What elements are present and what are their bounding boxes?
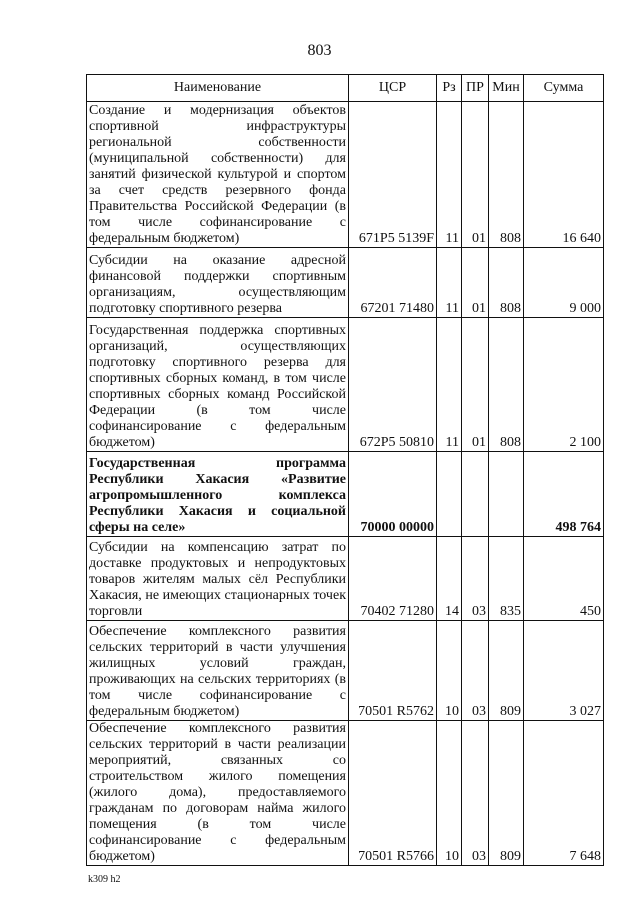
row-sum: 450: [524, 537, 604, 621]
table-body: [87, 102, 604, 866]
row-name: Обеспечение комплексного развития сельских территорий в части улучшения жилищных условий граждан, проживающих на сельских территориях (в том числе софинансирование с федеральным бюджетом): [87, 621, 349, 721]
row-min: 808: [489, 248, 524, 318]
row-pr: 03: [462, 537, 489, 621]
column-header-sum: Сумма: [524, 75, 604, 102]
row-name: Субсидии на оказание адресной финансовой поддержки спортивным организациям, осуществляющим подготовку спортивного резерва: [87, 248, 349, 318]
row-rz: 10: [437, 621, 462, 721]
table-row: [87, 102, 604, 248]
column-header-rz: Рз: [437, 75, 462, 102]
row-rz: 10: [437, 721, 462, 866]
row-name: Субсидии на компенсацию затрат по доставке продуктовых и непродуктовых товаров жителям малых сёл Республики Хакасия, не имеющих стационарных точек торговли: [87, 537, 349, 621]
row-csr: 70402 71280: [349, 537, 437, 621]
column-header-name: Наименование: [87, 75, 349, 102]
row-csr: 70000 00000: [349, 452, 437, 537]
row-min: 808: [489, 318, 524, 452]
row-sum: 7 648: [524, 721, 604, 866]
row-min: 835: [489, 537, 524, 621]
table-row: [87, 537, 604, 621]
footer-code: k309 h2: [88, 874, 121, 885]
row-rz: 11: [437, 248, 462, 318]
row-pr: 01: [462, 318, 489, 452]
row-name: Обеспечение комплексного развития сельских территорий в части реализации мероприятий, связанных со строительством жилого помещения (жилого дома), предоставляемого гражданам по договорам найма жилого помещения (в том числе софинансирование с федеральным бюджетом): [87, 721, 349, 866]
row-csr: 70501 R5766: [349, 721, 437, 866]
budget-table: [86, 74, 604, 866]
row-sum: 9 000: [524, 248, 604, 318]
row-name: Государственная программа Республики Хакасия «Развитие агропромышленного комплекса Республики Хакасия и социальной сферы на селе»: [87, 452, 349, 537]
row-sum: 2 100: [524, 318, 604, 452]
row-csr: 67201 71480: [349, 248, 437, 318]
row-pr: 01: [462, 102, 489, 248]
table-row: [87, 318, 604, 452]
row-pr: 01: [462, 248, 489, 318]
row-min: 809: [489, 721, 524, 866]
row-rz: 11: [437, 318, 462, 452]
row-csr: 671P5 5139F: [349, 102, 437, 248]
row-name: Создание и модернизация объектов спортивной инфраструктуры региональной собственности (муниципальной собственности) для занятий физической культурой и спортом за счет средств резервного фонда Правительства Российской Федерации (в том числе софинансирование с федеральным бюджетом): [87, 102, 349, 248]
row-rz: [437, 452, 462, 537]
row-sum: 498 764: [524, 452, 604, 537]
row-pr: 03: [462, 721, 489, 866]
row-pr: [462, 452, 489, 537]
row-csr: 70501 R5762: [349, 621, 437, 721]
column-header-csr: ЦСР: [349, 75, 437, 102]
column-header-pr: ПР: [462, 75, 489, 102]
column-header-min: Мин: [489, 75, 524, 102]
row-rz: 14: [437, 537, 462, 621]
row-min: [489, 452, 524, 537]
row-min: 809: [489, 621, 524, 721]
table-row: [87, 721, 604, 866]
page-number: 803: [307, 42, 332, 59]
table-row: [87, 248, 604, 318]
row-sum: 16 640: [524, 102, 604, 248]
row-min: 808: [489, 102, 524, 248]
row-pr: 03: [462, 621, 489, 721]
table-row: [87, 452, 604, 537]
row-name: Государственная поддержка спортивных организаций, осуществляющих подготовку спортивного резерва для спортивных сборных команд, в том числе спортивных сборных команд Российской Федерации (в том числе софинансирование с федеральным бюджетом): [87, 318, 349, 452]
row-rz: 11: [437, 102, 462, 248]
table-row: [87, 621, 604, 721]
row-csr: 672P5 50810: [349, 318, 437, 452]
row-sum: 3 027: [524, 621, 604, 721]
table-header-row: [87, 75, 604, 102]
